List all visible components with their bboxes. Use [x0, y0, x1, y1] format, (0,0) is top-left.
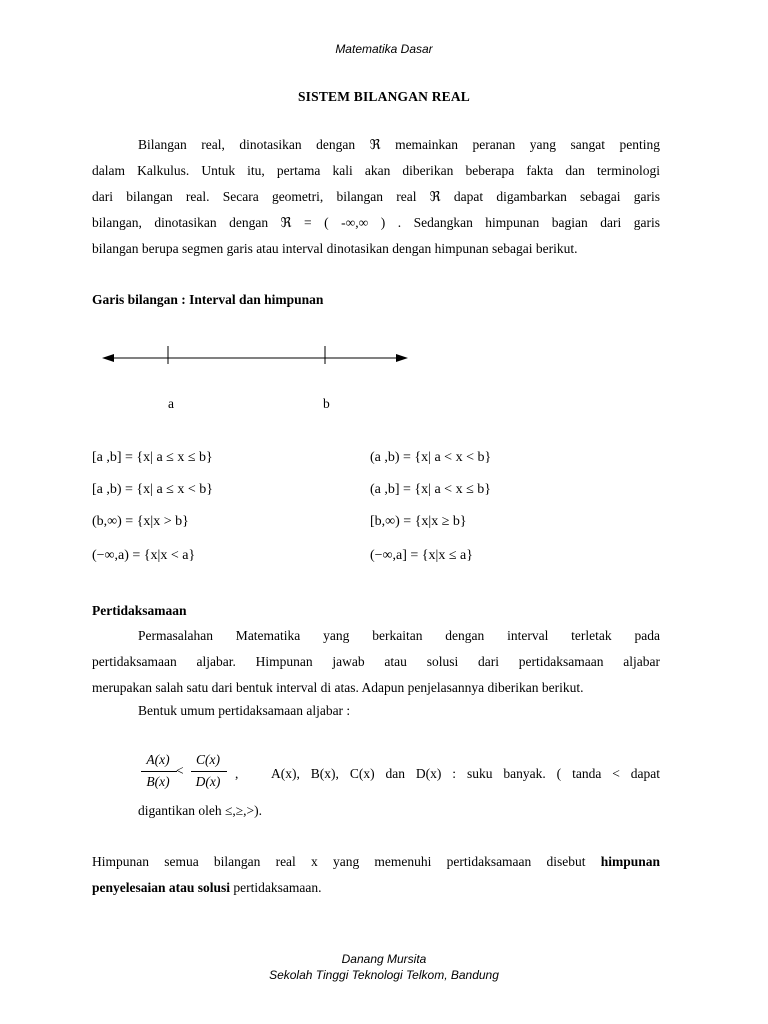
general-form-label: Bentuk umum pertidaksamaan aljabar : [138, 703, 351, 718]
number-line-label-b: b [323, 396, 330, 411]
page-title: SISTEM BILANGAN REAL [297, 89, 471, 104]
solution-paragraph [92, 849, 660, 901]
para2-line-2: pertidaksamaan aljabar. Himpunan jawab atau solusi dari pertidaksamaan aljabar [92, 654, 660, 669]
inequality-fraction [138, 752, 238, 794]
interval-closed-to-infinity: [b,∞) = {x|x ≥ b} [370, 514, 467, 529]
pertidaksamaan-paragraph [92, 623, 660, 701]
footer-institution: Sekolah Tinggi Teknologi Telkom, Bandung [269, 968, 499, 982]
intro-line-5: bilangan berupa segmen garis atau interval dinotasikan dengan himpunan sebagai berikut. [92, 241, 578, 256]
interval-half-open-right: [a ,b) = {x| a ≤ x < b} [92, 482, 213, 497]
para2-line-1: Permasalahan Matematika yang berkaitan dengan interval terletak pada [138, 628, 660, 643]
page-header: Matematika Dasar [335, 42, 433, 56]
section-heading-garis-bilangan: Garis bilangan : Interval dan himpunan [92, 292, 324, 307]
interval-open-to-infinity: (b,∞) = {x|x > b} [92, 514, 189, 529]
fraction-right-denominator: D(x) [195, 774, 221, 789]
fraction-left-bar [141, 771, 177, 772]
interval-closed: [a ,b] = {x| a ≤ x ≤ b} [92, 450, 213, 465]
para2-line-3: merupakan salah satu dari bentuk interval di atas. Adapun penjelasannya diberikan berikut. [92, 680, 584, 695]
intro-line-4: bilangan, dinotasikan dengan ℜ = ( -∞,∞ ) . Sedangkan himpunan bagian dari garis [92, 215, 660, 230]
fraction-right-bar [191, 771, 227, 772]
solution-line-2-text: pertidaksamaan. [230, 880, 322, 895]
intro-paragraph [92, 132, 660, 262]
inequality-comma: , [235, 766, 239, 781]
inequality-description: A(x), B(x), C(x) dan D(x) : suku banyak. ( tanda < dapat [271, 766, 660, 781]
intro-line-3: dari bilangan real. Secara geometri, bilangan real ℜ dapat digambarkan sebagai garis [92, 189, 660, 204]
interval-open-from-neg-infinity: (−∞,a) = {x|x < a} [92, 548, 196, 563]
solution-term-himpunan: himpunan [600, 854, 660, 869]
inequality-continuation: digantikan oleh ≤,≥,>). [138, 803, 263, 818]
interval-closed-from-neg-infinity: (−∞,a] = {x|x ≤ a} [370, 548, 473, 563]
footer-author: Danang Mursita [341, 952, 427, 966]
intro-line-2: dalam Kalkulus. Untuk itu, pertama kali akan diberikan beberapa fakta dan terminologi [92, 163, 660, 178]
solution-term-penyelesaian: penyelesaian atau solusi [92, 880, 231, 895]
solution-line-1 [92, 849, 660, 875]
number-line-label-a: a [168, 396, 174, 411]
fraction-left-numerator: A(x) [146, 752, 170, 767]
section-heading-pertidaksamaan: Pertidaksamaan [92, 603, 187, 618]
intro-line-1: Bilangan real, dinotasikan dengan ℜ memainkan peranan yang sangat penting [138, 137, 660, 152]
inequality-operator: < [176, 763, 184, 778]
page-footer [0, 951, 768, 983]
interval-half-open-left: (a ,b] = {x| a < x ≤ b} [370, 482, 491, 497]
solution-line-2 [92, 875, 660, 901]
interval-open: (a ,b) = {x| a < x < b} [370, 450, 492, 465]
solution-line-1-text: Himpunan semua bilangan real x yang memenuhi pertidaksamaan disebut [92, 854, 586, 869]
number-line-diagram [100, 340, 420, 376]
fraction-right-numerator: C(x) [196, 752, 220, 767]
fraction-left-denominator: B(x) [146, 774, 170, 789]
